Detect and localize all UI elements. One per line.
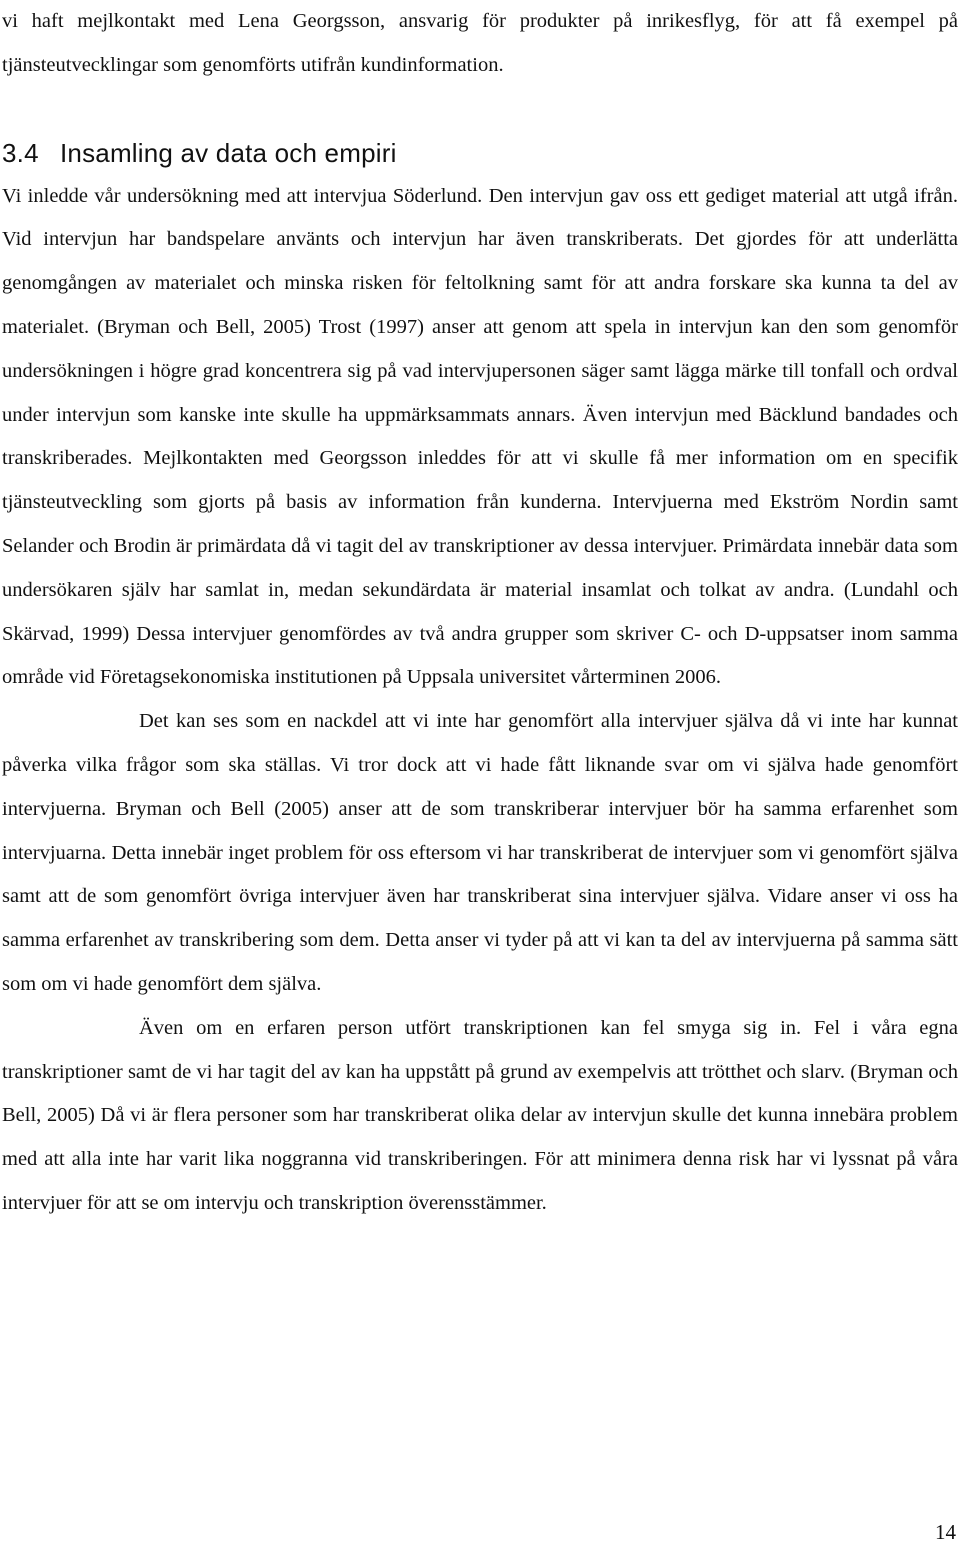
section-number: 3.4 — [2, 137, 39, 168]
page-content — [2, 0, 958, 1226]
body-paragraph-2: Det kan ses som en nackdel att vi inte har genomfört alla intervjuer själva då vi inte har kunnat påverka vilka frågor som ska ställas. Vi tror dock att vi hade fått liknande svar om vi själva hade genomfört intervjuerna. Bryman och Bell (2005) anser att de som transkriberar intervjuer bör ha samma erfarenhet som intervjuarna. Detta innebär inget problem för oss eftersom vi har transkriberat de intervjuer som vi genomfört själva samt att de som genomfört övriga intervjuer även har transkriberat sina intervjuer själva. Vidare anser vi oss ha samma erfarenhet av transkribering som dem. Detta anser vi tyder på att vi kan ta del av intervjuerna på samma sätt som om vi hade genomfört dem själva. — [2, 710, 958, 995]
body-paragraph-1: Vi inledde vår undersökning med att intervjua Söderlund. Den intervjun gav oss ett gediget material att utgå ifrån. Vid intervjun har bandspelare använts och intervjun har även transkriberats. Det gjordes för att underlätta genomgången av materialet och minska risken för feltolkning samt för att andra forskare ska kunna ta del av materialet. (Bryman och Bell, 2005) Trost (1997) anser att genom att spela in intervjun kan den som genomför undersökningen i högre grad koncentrera sig på vad intervjupersonen säger samt lägga märke till tonfall och ordval under intervjun som kanske inte skulle ha uppmärksammats annars. Även intervjun med Bäcklund bandades och transkriberades. Mejlkontakten med Georgsson inleddes för att vi skulle få mer information om en specifik tjänsteutveckling som gjorts på basis av information från kunderna. Intervjuerna med Ekström Nordin samt Selander och Brodin är primärdata då vi tagit del av transkriptioner av dessa intervjuer. Primärdata innebär data som undersökaren själv har samlat in, medan sekundärdata är material insamlat och tolkat av andra. (Lundahl och Skärvad, 1999) Dessa intervjuer genomfördes av två andra grupper som skriver C- och D-uppsatser inom samma område vid Företagsekonomiska institutionen på Uppsala universitet vårterminen 2006. — [2, 184, 958, 689]
intro-paragraph: vi haft mejlkontakt med Lena Georgsson, ansvarig för produkter på inrikesflyg, för att få exempel på tjänsteutvecklingar som genomförts utifrån kundinformation. — [2, 10, 958, 76]
section-heading — [2, 131, 958, 175]
body-paragraph-3: Även om en erfaren person utfört transkriptionen kan fel smyga sig in. Fel i våra egna transkriptioner samt de vi har tagit del av kan ha uppstått på grund av exempelvis att trötthet och slarv. (Bryman och Bell, 2005) Då vi är flera personer som har transkriberat olika delar av intervjun skulle det kunna innebära problem med att alla inte har varit lika noggranna vid transkriberingen. För att minimera denna risk har vi lyssnat på våra intervjuer för att se om intervju och transkription överensstämmer. — [2, 1016, 958, 1214]
page-number: 14 — [935, 1520, 956, 1544]
section-title: Insamling av data och empiri — [60, 137, 397, 168]
